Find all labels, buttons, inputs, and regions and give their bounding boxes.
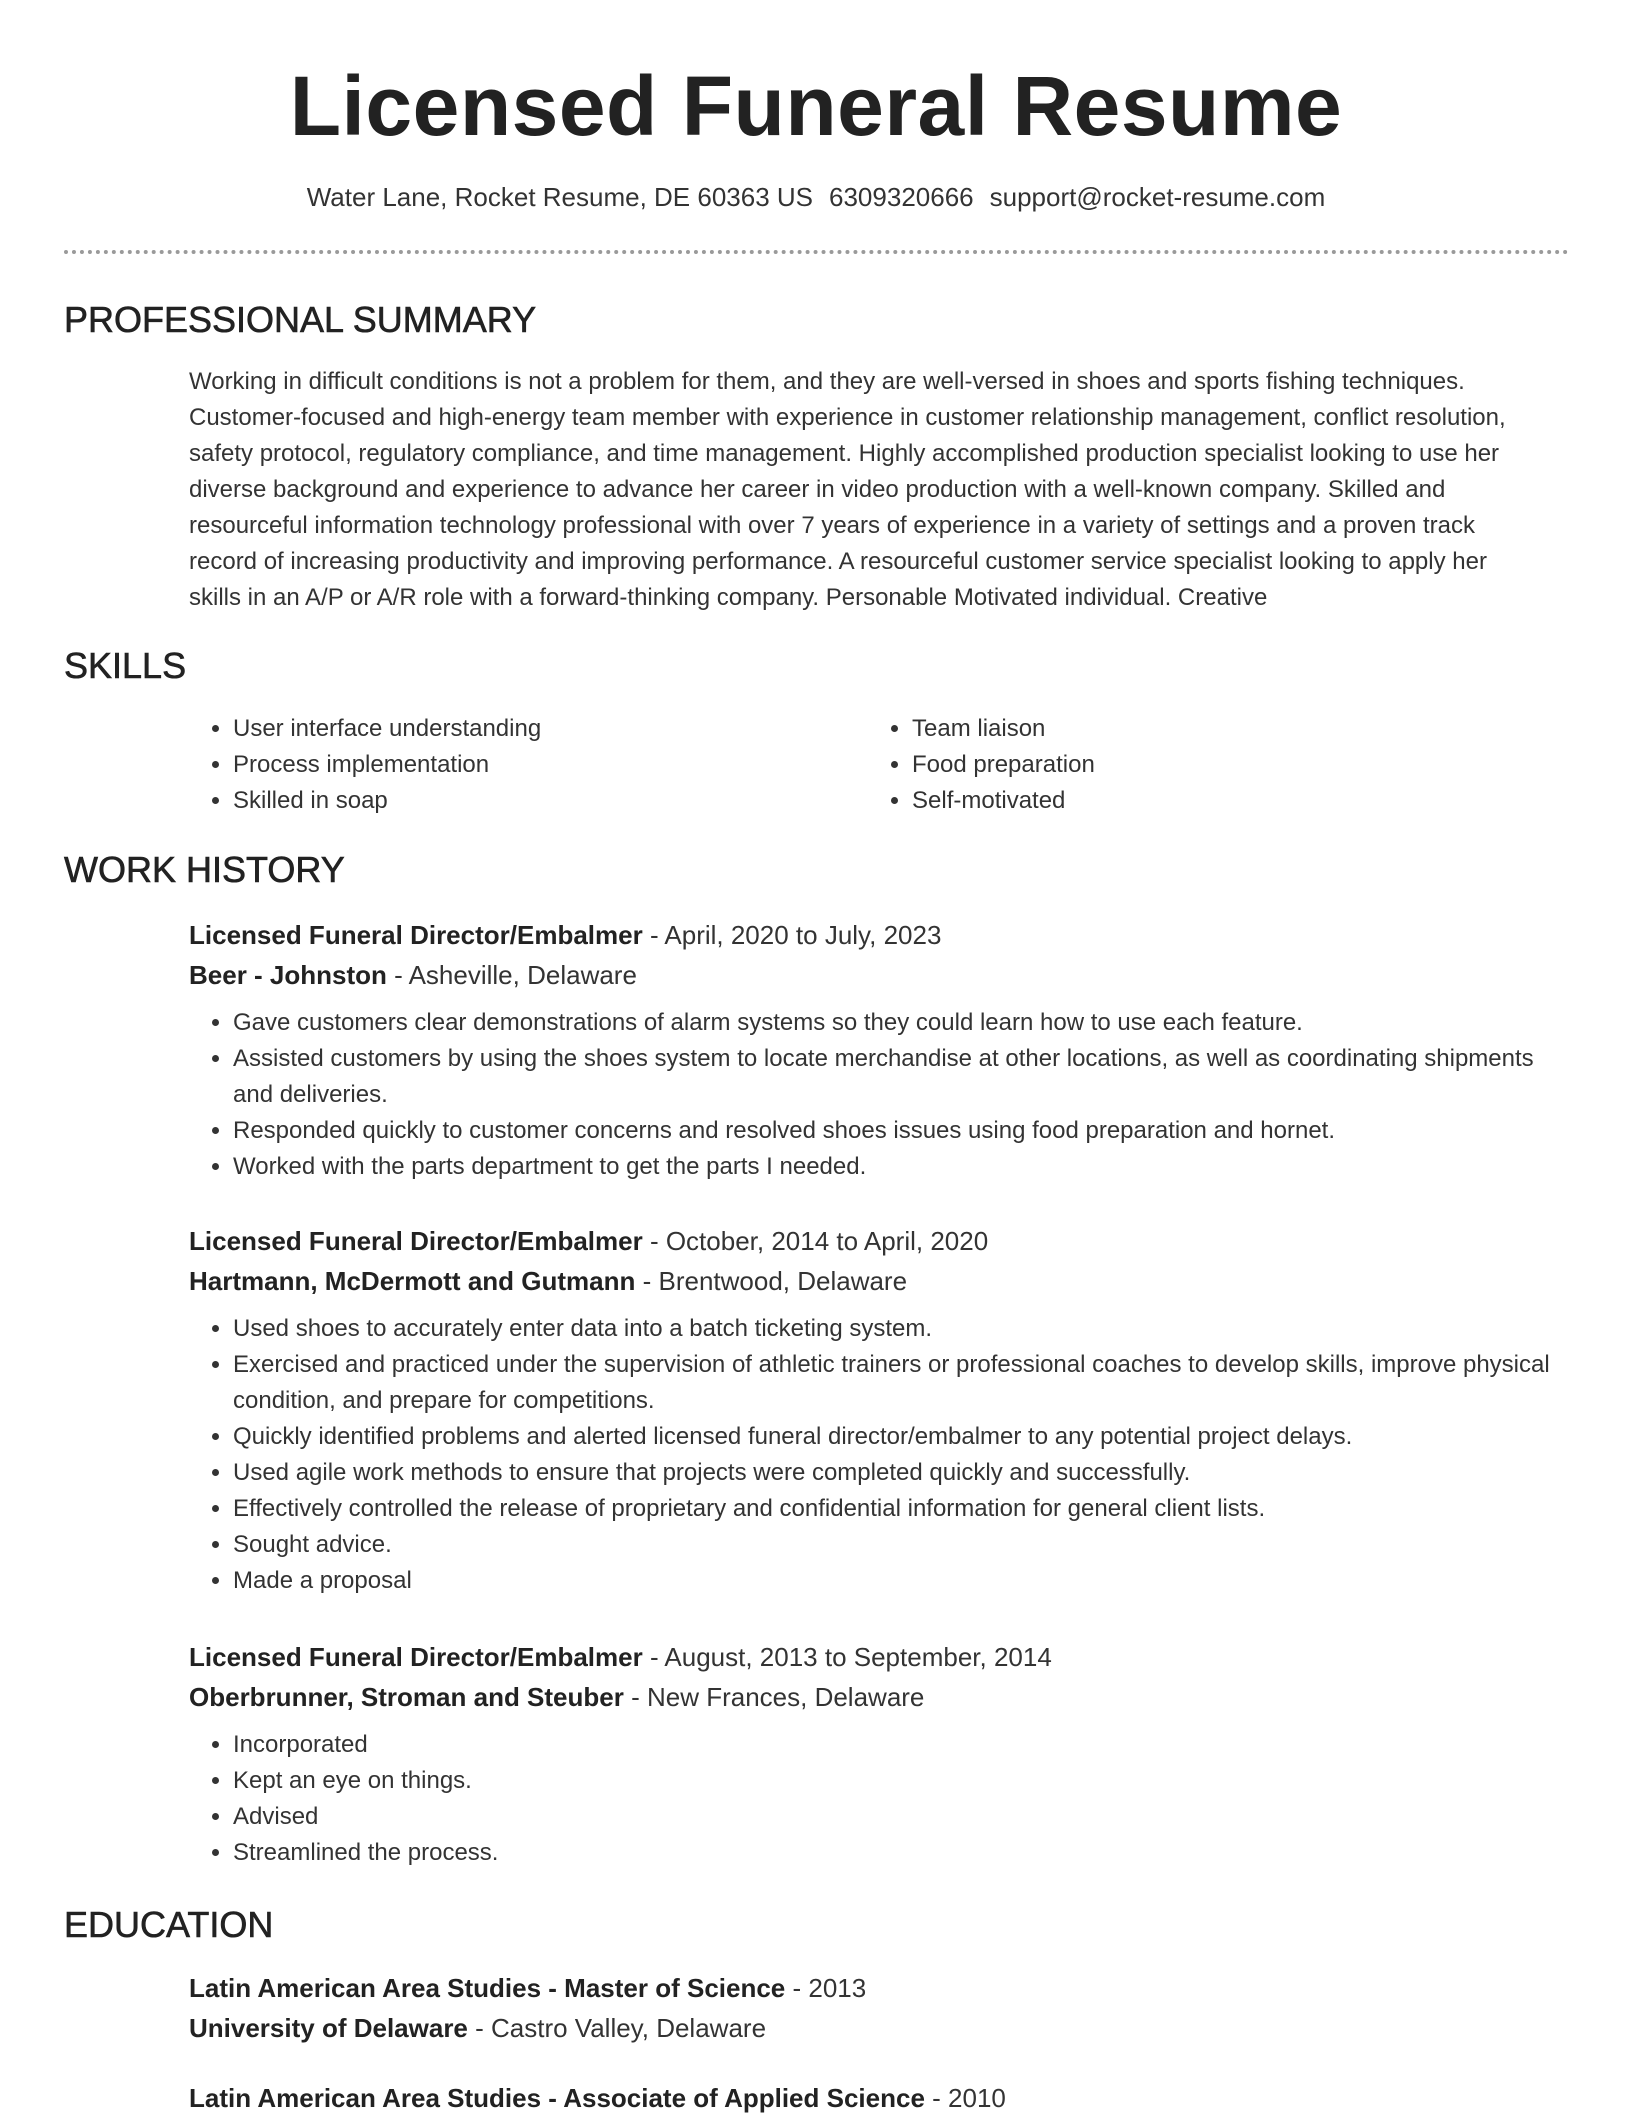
job-company: Beer - Johnston bbox=[189, 960, 387, 990]
job-bullet: • Responded quickly to customer concerns and resolved shoes issues using food preparation and hornet. bbox=[233, 1113, 1569, 1149]
skill-item: • Self-motivated bbox=[912, 783, 1528, 819]
job-title: Licensed Funeral Director/Embalmer bbox=[189, 1642, 643, 1672]
section-title-work: WORK HISTORY bbox=[64, 849, 345, 890]
skill-item: • Food preparation bbox=[912, 747, 1528, 783]
job-entry bbox=[189, 915, 1569, 1185]
education-degree: Latin American Area Studies - Master of Science bbox=[189, 1973, 786, 2003]
job-company-line bbox=[189, 1677, 1569, 1717]
education-entry bbox=[189, 2078, 1569, 2118]
skill-item: • Process implementation bbox=[233, 747, 849, 783]
job-bullet: • Kept an eye on things. bbox=[233, 1763, 1569, 1799]
job-title: Licensed Funeral Director/Embalmer bbox=[189, 920, 643, 950]
education-degree-line bbox=[189, 1968, 1569, 2008]
job-bullet: • Exercised and practiced under the supervision of athletic trainers or professional coaches to develop skills, improve physical condition, and prepare for competitions. bbox=[233, 1347, 1569, 1419]
education-degree: Latin American Area Studies - Associate of Applied Science bbox=[189, 2083, 925, 2113]
education-year: - 2010 bbox=[924, 2083, 1006, 2113]
section-title-summary: PROFESSIONAL SUMMARY bbox=[64, 299, 537, 340]
job-bullet: • Quickly identified problems and alerted licensed funeral director/embalmer to any potential project delays. bbox=[233, 1419, 1569, 1455]
job-bullet: • Sought advice. bbox=[233, 1527, 1569, 1563]
skill-item: • Team liaison bbox=[912, 711, 1528, 747]
resume-name: Licensed Funeral Resume bbox=[289, 59, 1343, 153]
job-bullet: • Used shoes to accurately enter data into a batch ticketing system. bbox=[233, 1311, 1569, 1347]
contact-line bbox=[0, 181, 1632, 213]
education-location: - Castro Valley, Delaware bbox=[467, 2013, 767, 2043]
job-bullet: • Streamlined the process. bbox=[233, 1835, 1569, 1871]
job-dates: - August, 2013 to September, 2014 bbox=[642, 1642, 1052, 1672]
job-bullet: • Incorporated bbox=[233, 1727, 1569, 1763]
education-entry bbox=[189, 1968, 1569, 2048]
job-company: Hartmann, McDermott and Gutmann bbox=[189, 1266, 636, 1296]
job-title: Licensed Funeral Director/Embalmer bbox=[189, 1226, 643, 1256]
job-title-line bbox=[189, 915, 1569, 955]
job-bullets bbox=[189, 1005, 1569, 1185]
skill-item: • User interface understanding bbox=[233, 711, 849, 747]
summary-line: Customer-focused and high-energy team member with experience in customer relationship management, conflict resolution, bbox=[189, 404, 1506, 431]
job-company-line bbox=[189, 955, 1569, 995]
summary-text bbox=[189, 364, 1569, 616]
education-school-line bbox=[189, 2008, 1569, 2048]
job-location: - Asheville, Delaware bbox=[386, 960, 637, 990]
skills-column-right bbox=[868, 711, 1528, 819]
job-bullet: • Effectively controlled the release of proprietary and confidential information for general client lists. bbox=[233, 1491, 1569, 1527]
skill-item: • Skilled in soap bbox=[233, 783, 849, 819]
job-entry bbox=[189, 1637, 1569, 1871]
job-bullet: • Made a proposal bbox=[233, 1563, 1569, 1599]
job-bullet: • Worked with the parts department to get the parts I needed. bbox=[233, 1149, 1569, 1185]
job-location: - New Frances, Delaware bbox=[623, 1682, 925, 1712]
job-bullet: • Assisted customers by using the shoes system to locate merchandise at other locations, as well as coordinating shipments and deliveries. bbox=[233, 1041, 1569, 1113]
contact-email: support@rocket-resume.com bbox=[989, 182, 1326, 212]
education-year: - 2013 bbox=[785, 1973, 867, 2003]
job-bullet: • Used agile work methods to ensure that projects were completed quickly and successfully. bbox=[233, 1455, 1569, 1491]
summary-line: safety protocol, regulatory compliance, and time management. Highly accomplished production specialist looking to use her bbox=[189, 440, 1500, 467]
skills-column-left bbox=[189, 711, 849, 819]
job-location: - Brentwood, Delaware bbox=[635, 1266, 908, 1296]
job-bullets bbox=[189, 1727, 1569, 1871]
section-title-skills: SKILLS bbox=[64, 645, 187, 686]
skills-list-left bbox=[189, 711, 849, 819]
job-bullet: • Gave customers clear demonstrations of alarm systems so they could learn how to use each feature. bbox=[233, 1005, 1569, 1041]
education-school: University of Delaware bbox=[189, 2013, 468, 2043]
job-entry bbox=[189, 1221, 1569, 1599]
contact-phone: 6309320666 bbox=[829, 182, 974, 212]
contact-address: Water Lane, Rocket Resume, DE 60363 US bbox=[306, 182, 814, 212]
job-dates: - October, 2014 to April, 2020 bbox=[642, 1226, 989, 1256]
summary-line: Working in difficult conditions is not a problem for them, and they are well-versed in shoes and sports fishing techniques. bbox=[189, 368, 1465, 395]
job-company-line bbox=[189, 1261, 1569, 1301]
education-degree-line bbox=[189, 2078, 1569, 2118]
section-title-education: EDUCATION bbox=[64, 1904, 274, 1945]
summary-line: diverse background and experience to advance her career in video production with a well-known company. Skilled and bbox=[189, 476, 1446, 503]
job-title-line bbox=[189, 1637, 1569, 1677]
summary-line: record of increasing productivity and improving performance. A resourceful customer service specialist looking to apply her bbox=[189, 548, 1487, 575]
summary-line: skills in an A/P or A/R role with a forward-thinking company. Personable Motivated individual. Creative bbox=[189, 584, 1268, 611]
job-title-line bbox=[189, 1221, 1569, 1261]
job-bullet: • Advised bbox=[233, 1799, 1569, 1835]
job-bullets bbox=[189, 1311, 1569, 1599]
job-dates: - April, 2020 to July, 2023 bbox=[642, 920, 942, 950]
summary-line: resourceful information technology professional with over 7 years of experience in a variety of settings and a proven track bbox=[189, 512, 1476, 539]
job-company: Oberbrunner, Stroman and Steuber bbox=[189, 1682, 624, 1712]
header-divider bbox=[64, 250, 1569, 254]
skills-list-right bbox=[868, 711, 1528, 819]
